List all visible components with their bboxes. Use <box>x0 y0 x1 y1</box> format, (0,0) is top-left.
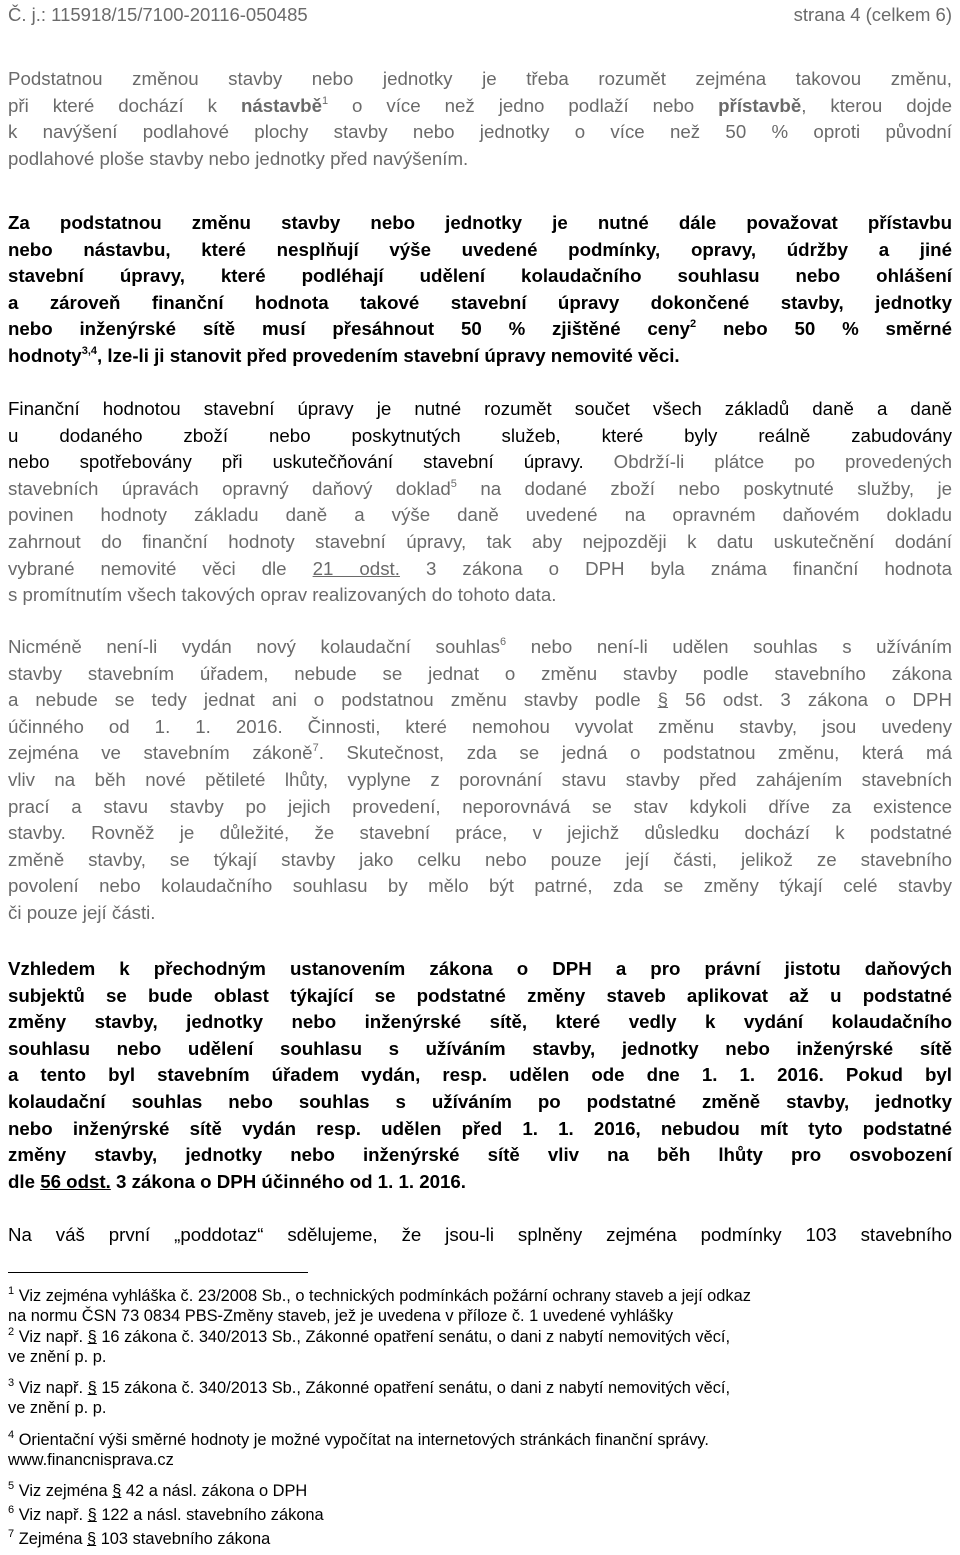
text-line: Vzhledem k přechodným ustanovením zákona o DPH a pro právní jistotu daňových <box>8 958 952 979</box>
text-line: Za podstatnou změnu stavby nebo jednotky je nutné dále považovat přístavbu <box>8 212 952 233</box>
text-line: dle 56 odst. 3 zákona o DPH účinného od 1. 1. 2016. <box>8 1170 466 1192</box>
text-line: u dodaného zboží nebo poskytnutých služeb, které byly reálně zabudovány <box>8 424 952 446</box>
text-line: kolaudační souhlas nebo souhlas s užíváním po podstatné změně stavby, jednotky <box>8 1090 952 1112</box>
text-line: Finanční hodnotou stavební úpravy je nutné rozumět součet všech základů daně a daně <box>8 398 952 419</box>
text-line: s promítnutím všech takových oprav realizovaných do tohoto data. <box>8 584 557 606</box>
text-line: stavební úpravy, které podléhají udělení kolaudačního souhlasu nebo ohlášení <box>8 265 952 287</box>
text-line: podlahové ploše stavby nebo jednotky před navýšením. <box>8 147 469 169</box>
text-line: účinného od 1. 1. 2016. Činnosti, které nemohou vyvolat změnu stavby, jsou uvedeny <box>8 715 952 737</box>
footnote-3: $^3$ Viz např. § 15 zákona č. 340/2013 Sb., Zákonné opatření senátu, o dani z nabytí nemovitých věcí, ve znění p. p. <box>8 1377 731 1417</box>
text-line: nebo inženýrské sítě musí přesáhnout 50 % zjištěné ceny$^2$ nebo 50 % směrné <box>8 318 952 340</box>
paragraph-5 <box>8 956 952 1195</box>
footnote-2: $^2$ Viz např. § 16 zákona č. 340/2013 Sb., Zákonné opatření senátu, o dani z nabytí nemovitých věcí, ve znění p. p. <box>8 1326 731 1366</box>
text-line: Podstatnou změnou stavby nebo jednotky je třeba rozumět zejména takovou změnu, <box>8 68 952 89</box>
page-header <box>8 4 952 26</box>
text-line: Na váš první „poddotaz“ sdělujeme, že jsou-li splněny zejména podmínky 103 stavebního <box>8 1224 952 1245</box>
page-number: strana 4 (celkem 6) <box>793 4 952 25</box>
text-line: změny stavby, jednotky nebo inženýrské sítě vliv na běh lhůty pro osvobození <box>8 1144 952 1166</box>
paragraph-4 <box>8 634 952 927</box>
footnote-7: $^7$ Zejména § 103 stavebního zákona <box>8 1528 271 1548</box>
text-line: souhlasu nebo udělení souhlasu s užíváním stavby, jednotky nebo inženýrské sítě <box>8 1037 952 1059</box>
text-line: nebo inženýrské sítě vydán resp. udělen před 1. 1. 2016, nebudou mít tyto podstatné <box>8 1117 952 1139</box>
text-line: prací a stavu stavby po jejich provedení, neporovnává se stav kdykoli dříve za existence <box>8 795 952 817</box>
footnote-1: $^1$ Viz zejména vyhláška č. 23/2008 Sb., o technických podmínkách požární ochrany staveb a její odkaz na normu ČSN 73 0834 PBS-Změny staveb, jež je uvedena v příloze č. 1 uvedené vyhlášky <box>8 1285 751 1325</box>
text-line: změny stavby, jednotky nebo inženýrské sítě, které vedly k vydání kolaudačního <box>8 1011 952 1033</box>
footnote-6: $^6$ Viz např. § 122 a násl. stavebního zákona <box>8 1504 324 1524</box>
text-line: změně stavby, se týkají stavby jako celku nebo pouze její části, jelikož ze stavebního <box>8 848 952 870</box>
text-line: k navýšení podlahové plochy stavby nebo jednotky o více než 50 % oproti původní <box>8 121 952 143</box>
text-line: vliv na běh nové pětileté lhůty, vyplyne z porovnání stavu stavby před zahájením stavebních <box>8 768 952 790</box>
reference-number: Č. j.: 115918/15/7100-20116-050485 <box>8 4 308 25</box>
text-line: stavby. Rovněž je důležité, že stavební práce, v jejichž důsledku dochází k podstatné <box>8 822 952 844</box>
financnisprava-link[interactable]: www.financnisprava.cz <box>8 1451 174 1469</box>
text-line: povolení nebo kolaudačního souhlasu by mělo být patrné, zda se změny týkají celé stavby <box>8 875 952 897</box>
footnote-4: $^4$ Orientační výši směrné hodnoty je možné vypočítat na internetových stránkách finanční správy. www.financnisprava.cz <box>8 1430 960 1470</box>
paragraph-1 <box>8 66 952 172</box>
text-line: hodnoty$^{3,4}$, lze-li ji stanovit před provedením stavební úpravy nemovité věci. <box>8 344 680 366</box>
text-line: při které dochází k nástavbě$^1$ o více než jedno podlaží nebo přístavbě, kterou dojde <box>8 94 952 116</box>
paragraph-6 <box>8 1222 952 1249</box>
text-line: nebo spotřebovány při uskutečňování stavební úpravy. Obdrží-li plátce po provedených <box>8 451 952 473</box>
text-line: či pouze její části. <box>8 901 156 923</box>
text-line: stavby stavebním úřadem, nebude se jednat o změnu stavby podle stavebního zákona <box>8 662 952 684</box>
text-line: a tento byl stavebním úřadem vydán, resp. udělen ode dne 1. 1. 2016. Pokud byl <box>8 1064 952 1086</box>
text-line: Nicméně není-li vydán nový kolaudační souhlas$^6$ nebo není-li udělen souhlas s užíváním <box>8 636 952 657</box>
paragraph-2 <box>8 210 952 370</box>
text-line: subjektů se bude oblast týkající se podstatné změny staveb aplikovat až u podstatné <box>8 984 952 1006</box>
text-line: povinen hodnoty základu daně a výše daně uvedené na opravném daňovém dokladu <box>8 504 952 526</box>
text-line: nebo nástavbu, které nesplňují výše uvedené podmínky, opravy, údržby a jiné <box>8 238 952 260</box>
paragraph-3 <box>8 396 952 609</box>
text-line: zejména ve stavebním zákoně$^7$. Skutečnost, zda se jedná o podstatnou změnu, která má <box>8 742 952 764</box>
text-line: a nebude se tedy jednat ani o podstatnou změnu stavby podle § 56 odst. 3 zákona o DPH <box>8 689 952 711</box>
text-line: stavebních úpravách opravný daňový doklad$^5$ na dodané zboží nebo poskytnuté služby, je <box>8 477 952 499</box>
footnote-5: $^5$ Viz zejména § 42 a násl. zákona o DPH <box>8 1480 308 1500</box>
text-line: a zároveň finanční hodnota takové stavební úpravy dokončené stavby, jednotky <box>8 291 952 313</box>
text-line: zahrnout do finanční hodnoty stavební úpravy, tak aby nejpozději k datu uskutečnění dodání <box>8 530 952 552</box>
text-line: vybrané nemovité věci dle 21 odst. 3 zákona o DPH byla známa finanční hodnota <box>8 557 952 579</box>
footnote-separator <box>8 1272 308 1273</box>
